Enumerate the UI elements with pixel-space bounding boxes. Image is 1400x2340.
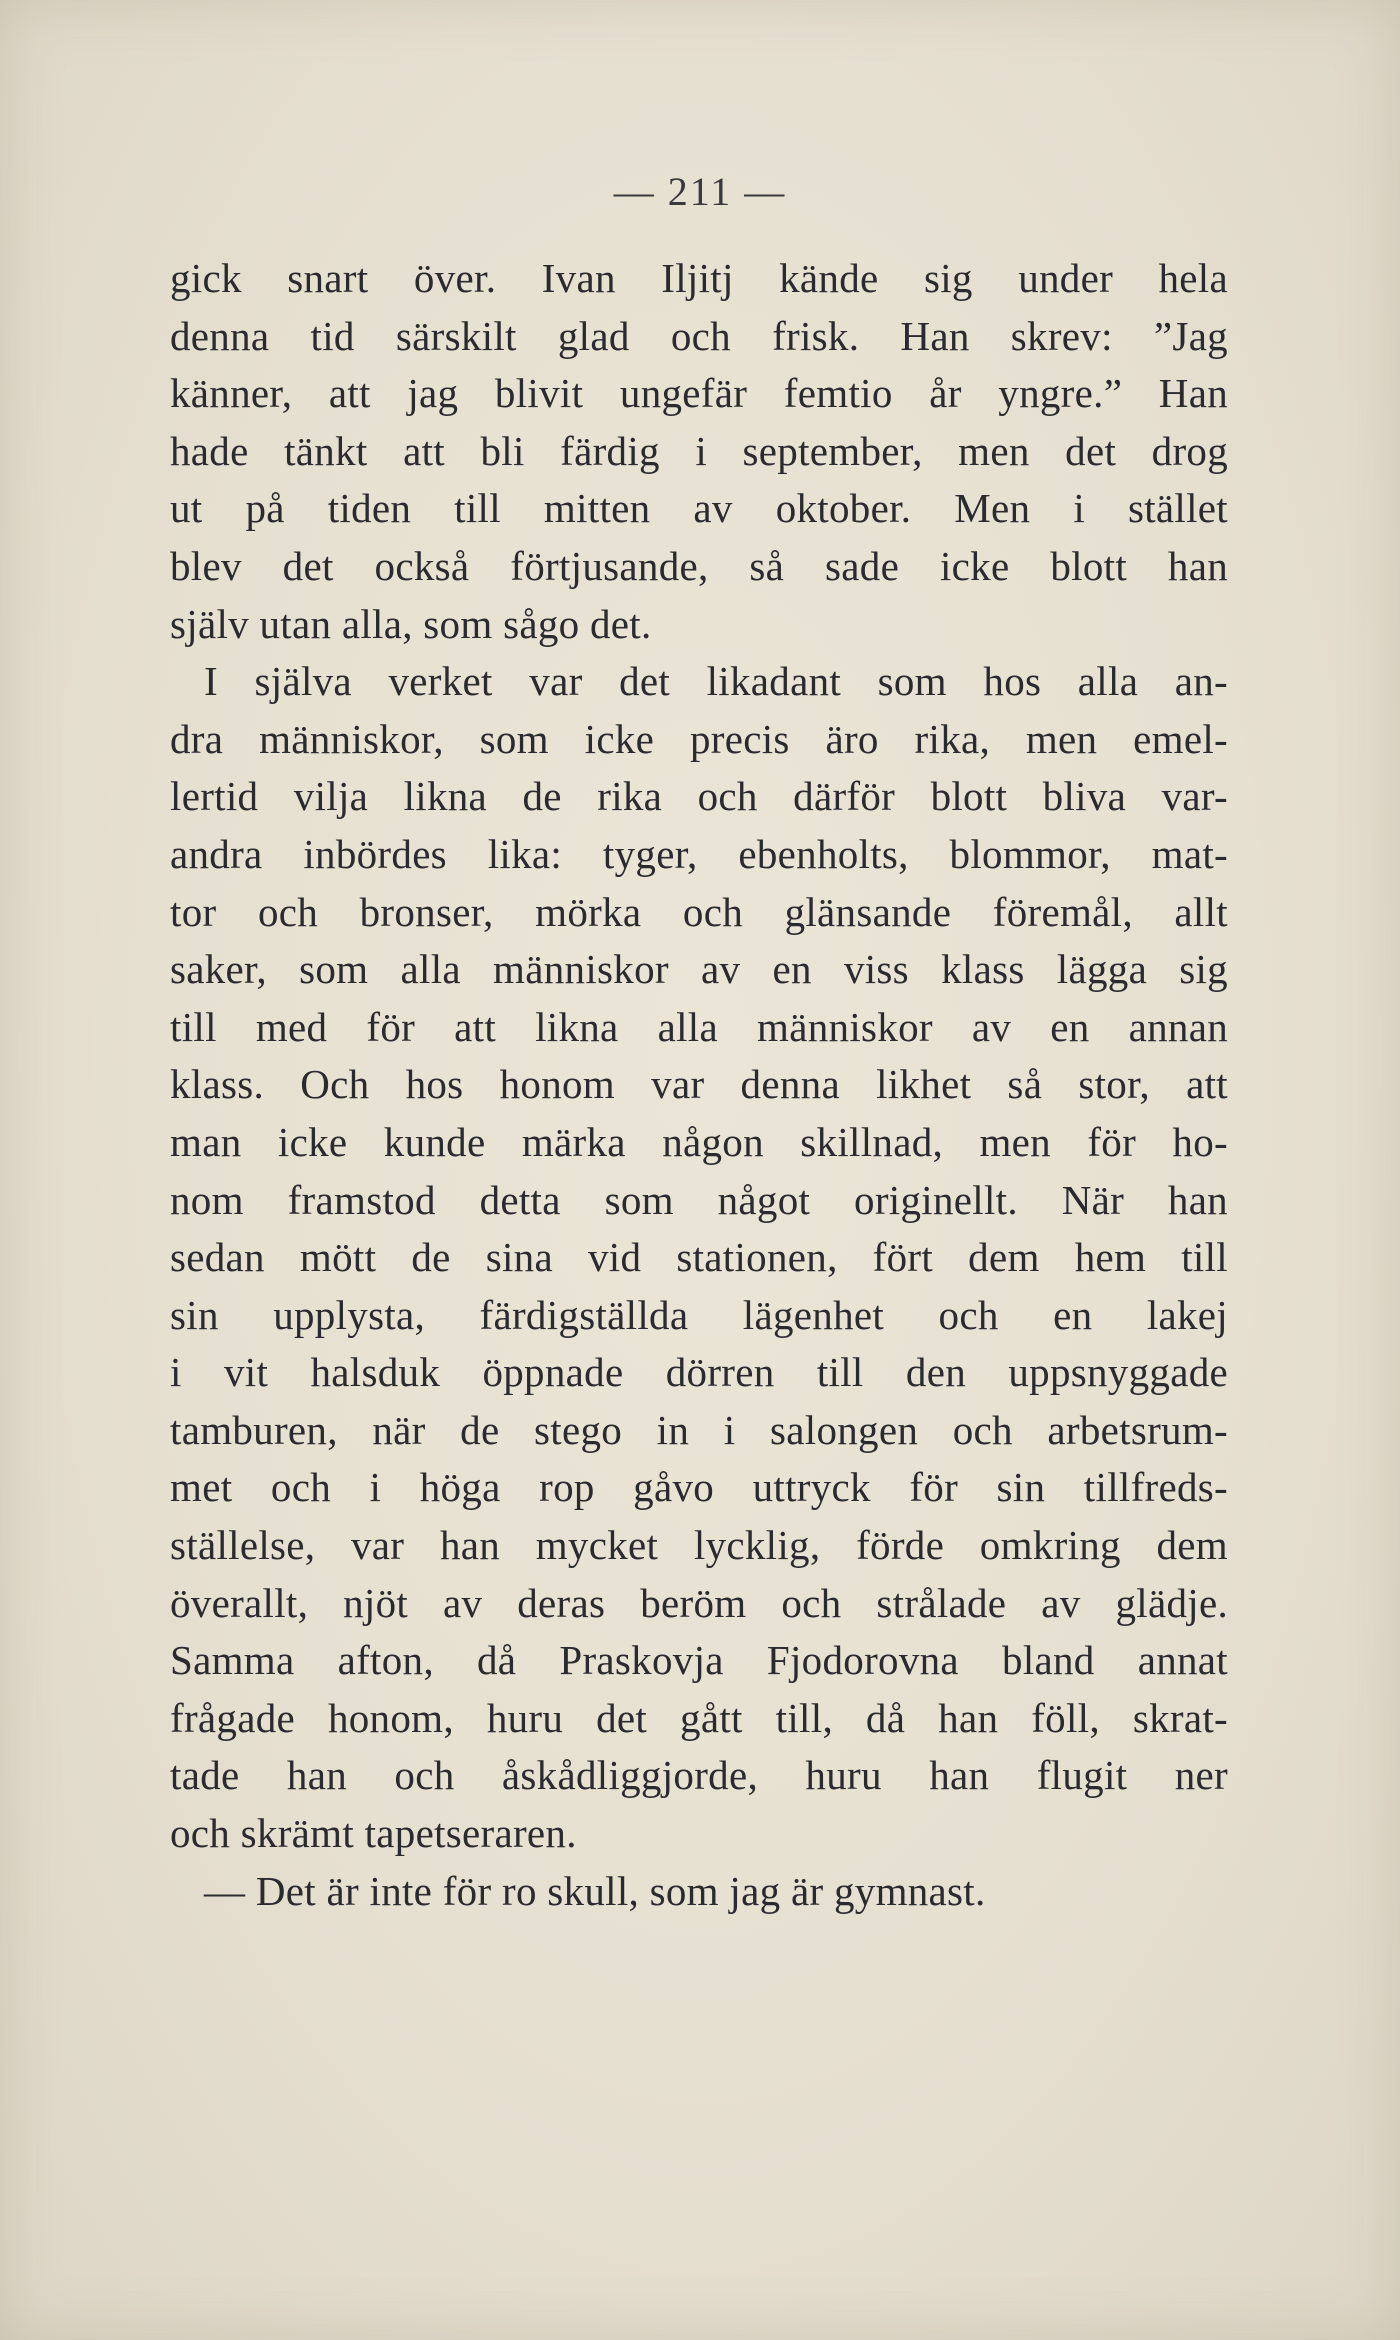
text-line: Samma afton, då Praskovja Fjodorovna bland annat bbox=[170, 1637, 1228, 1684]
text-line: hade tänkt att bli färdig i september, men det drog bbox=[170, 427, 1228, 474]
text-line: saker, som alla människor av en viss klass lägga sig bbox=[170, 946, 1228, 993]
text-line: denna tid särskilt glad och frisk. Han skrev: ”Jag bbox=[170, 312, 1228, 359]
text-line: överallt, njöt av deras beröm och strålade av glädje. bbox=[170, 1579, 1228, 1626]
text-line: i vit halsduk öppnade dörren till den uppsnyggade bbox=[170, 1349, 1228, 1396]
text-line: ställelse, var han mycket lycklig, förde omkring dem bbox=[170, 1522, 1228, 1569]
text-line: met och i höga rop gåvo uttryck för sin tillfreds- bbox=[170, 1464, 1228, 1511]
text-line: nom framstod detta som något originellt. När han bbox=[170, 1176, 1228, 1223]
body-text bbox=[170, 250, 1228, 1920]
text-line: själv utan alla, som sågo det. bbox=[170, 600, 652, 647]
text-line: tamburen, när de stego in i salongen och arbetsrum- bbox=[170, 1406, 1228, 1453]
page-number: — 211 — bbox=[613, 169, 787, 214]
text-line: till med för att likna alla människor av en annan bbox=[170, 1003, 1228, 1050]
text-line: sin upplysta, färdigställda lägenhet och en lakej bbox=[170, 1291, 1228, 1338]
text-line: dra människor, som icke precis äro rika, men emel- bbox=[170, 715, 1228, 762]
text-line: sedan mött de sina vid stationen, fört dem hem till bbox=[170, 1234, 1228, 1281]
text-line: andra inbördes lika: tyger, ebenholts, blommor, mat- bbox=[170, 830, 1228, 877]
text-line: och skrämt tapetseraren. bbox=[170, 1810, 577, 1857]
text-line: gick snart över. Ivan Iljitj kände sig under hela bbox=[170, 255, 1228, 301]
text-line: frågade honom, huru det gått till, då han föll, skrat- bbox=[170, 1694, 1228, 1741]
text-line: tor och bronser, mörka och glänsande föremål, allt bbox=[170, 888, 1228, 935]
text-line: känner, att jag blivit ungefär femtio år yngre.” Han bbox=[170, 370, 1228, 417]
text-line: I själva verket var det likadant som hos alla an- bbox=[204, 658, 1228, 705]
text-line: tade han och åskådliggjorde, huru han flugit ner bbox=[170, 1752, 1228, 1799]
text-line: ut på tiden till mitten av oktober. Men i stället bbox=[170, 485, 1228, 532]
text-line: — Det är inte för ro skull, som jag är gymnast. bbox=[204, 1867, 986, 1914]
text-line: man icke kunde märka någon skillnad, men för ho- bbox=[170, 1118, 1228, 1165]
text-line: lertid vilja likna de rika och därför blott bliva var- bbox=[170, 773, 1228, 820]
text-line: klass. Och hos honom var denna likhet så stor, att bbox=[170, 1061, 1228, 1108]
text-line: blev det också förtjusande, så sade icke blott han bbox=[170, 542, 1228, 589]
